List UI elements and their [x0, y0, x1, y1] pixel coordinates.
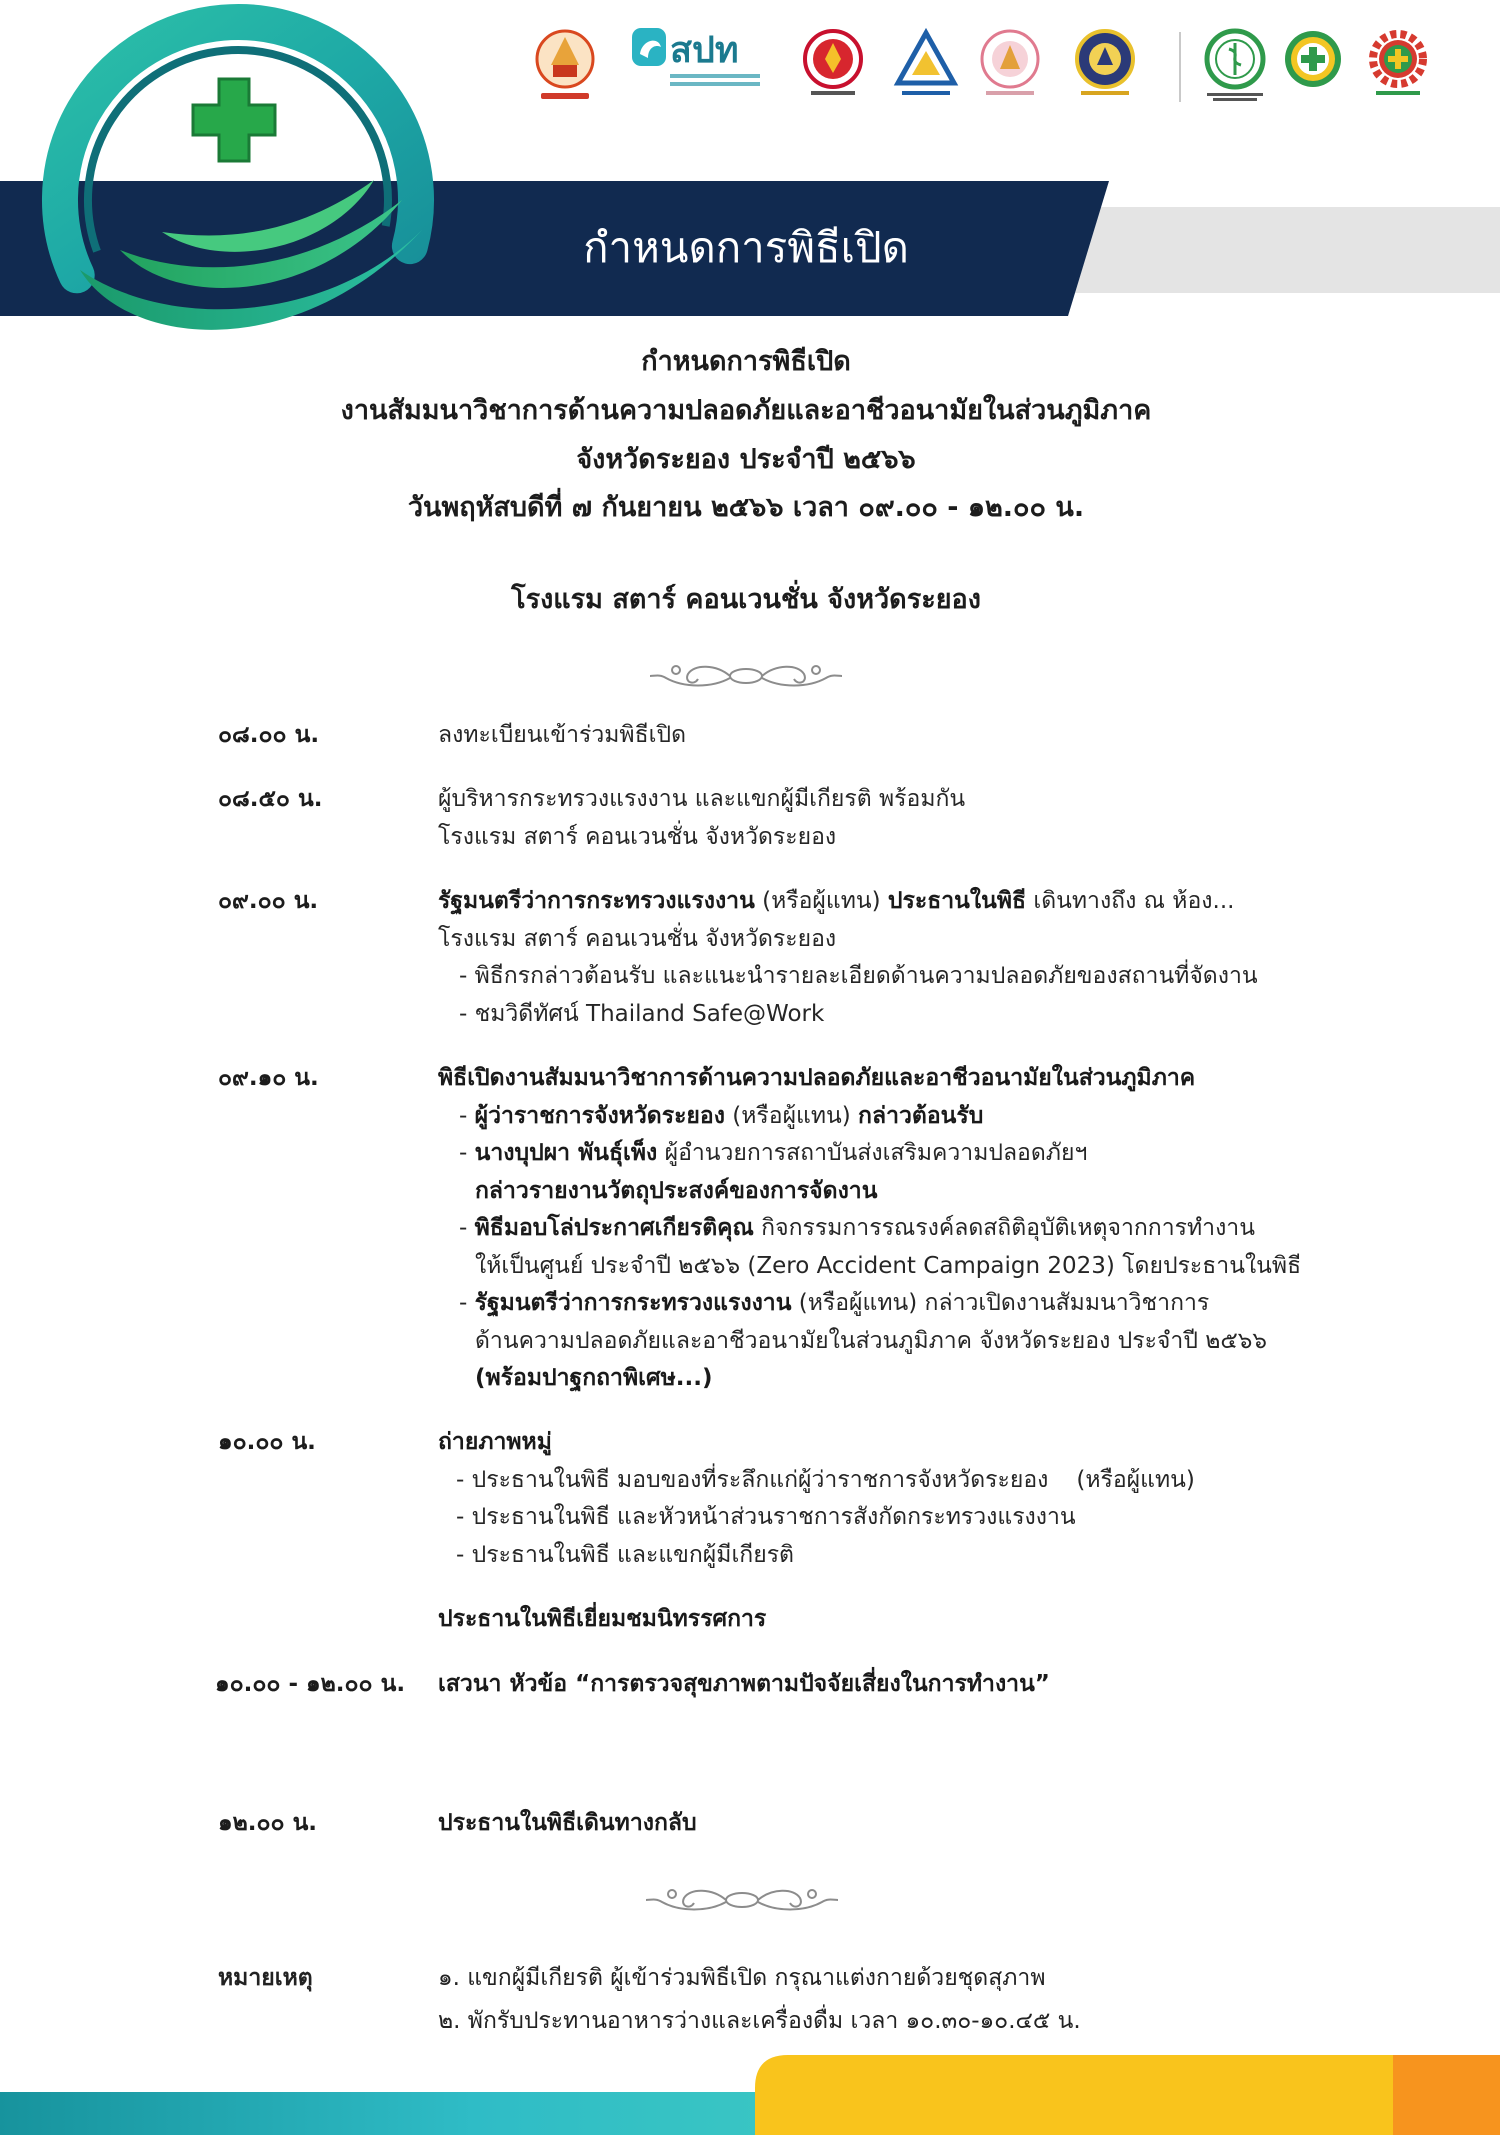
schedule-bullet [438, 1210, 1478, 1248]
schedule-text-bold: รัฐมนตรีว่าการกระทรวงแรงงาน [438, 888, 755, 914]
safety-institute-logo [630, 22, 766, 102]
schedule-line [438, 1060, 1478, 1098]
schedule-text: (หรือผู้แทน) [754, 888, 888, 914]
schedule-time: ๑๐.๐๐ น. [218, 1429, 316, 1455]
schedule-text-bold: พิธีเปิดงานสัมมนาวิชาการด้านความปลอดภัยและอาชีวอนามัยในส่วนภูมิภาค [438, 1065, 1196, 1091]
schedule-text-bold: รัฐมนตรีว่าการกระทรวงแรงงาน [474, 1290, 792, 1316]
footer-band [0, 2040, 1500, 2135]
notes-label: หมายเหตุ [218, 1965, 313, 1991]
triangle-agency-logo [890, 25, 962, 105]
schedule-item-executives [438, 781, 1478, 856]
schedule-line [438, 1666, 1478, 1704]
bullet-dash: - [459, 1102, 475, 1129]
schedule-bullet [438, 996, 1478, 1034]
schedule-text-bold: พิธีมอบโล่ประกาศเกียรติคุณ [474, 1215, 754, 1241]
schedule-time: ๐๘.๕๐ น. [218, 786, 323, 812]
schedule-item-registration [438, 717, 1478, 755]
province-year: จังหวัดระยอง ประจำปี ๒๕๖๖ [576, 444, 916, 475]
schedule-item-group-photo [438, 1424, 1478, 1574]
schedule-text-bold: เสวนา หัวข้อ “การตรวจสุขภาพตามปัจจัยเสี่ยงในการทำงาน” [438, 1671, 1050, 1697]
schedule-continuation [438, 1248, 1478, 1286]
schedule-text: - พิธีกรกล่าวต้อนรับ และแนะนำรายละเอียดด้านความปลอดภัยของสถานที่จัดงาน [459, 963, 1258, 989]
schedule-line [438, 1805, 1478, 1843]
logo-divider [1179, 32, 1181, 102]
footer-teal-strip [0, 2092, 790, 2135]
schedule-bullet [438, 1285, 1478, 1323]
schedule-text: ลงทะเบียนเข้าร่วมพิธีเปิด [438, 722, 687, 748]
schedule-text: (หรือผู้แทน) กล่าวเปิดงานสัมมนาวิชาการ [791, 1290, 1210, 1316]
schedule-text: - ประธานในพิธี และแขกผู้มีเกียรติ [456, 1541, 794, 1568]
ornament-divider [300, 656, 1200, 696]
schedule-text: เดินทางถึง ณ ห้อง... [1026, 888, 1235, 914]
schedule-item-departure [438, 1805, 1478, 1843]
pink-seal-logo [974, 25, 1046, 105]
schedule-line [438, 819, 1478, 857]
document-title: กำหนดการพิธีเปิด [641, 346, 851, 377]
schedule-text: - ประธานในพิธี และหัวหน้าส่วนราชการสังกัดกระทรวงแรงงาน [456, 1504, 1076, 1530]
schedule-item-minister-arrival [438, 883, 1478, 1033]
schedule-text: ด้านความปลอดภัยและอาชีวอนามัยในส่วนภูมิภาค จังหวัดระยอง ประจำปี ๒๕๖๖ [475, 1327, 1268, 1354]
schedule-text-bold: กล่าวรายงานวัตถุประสงค์ของการจัดงาน [475, 1177, 878, 1204]
safety-cross-logo [1277, 25, 1349, 105]
schedule-text: กิจกรรมการรณรงค์ลดสถิติอุบัติเหตุจากการทำงาน [753, 1215, 1255, 1241]
schedule-text-bold: นางบุปผา พันธุ์เพ็ง [474, 1140, 658, 1166]
schedule-bullet [438, 1499, 1478, 1537]
schedule-time: ๑๒.๐๐ น. [218, 1810, 318, 1836]
schedule-item-opening-ceremony [438, 1060, 1478, 1398]
gear-safety-logo [1362, 25, 1434, 105]
schedule-text-bold: ประธานในพิธี [887, 888, 1027, 914]
schedule-item-panel-discussion [438, 1666, 1478, 1704]
schedule-text: ให้เป็นศูนย์ ประจำปี ๒๕๖๖ (Zero Accident Campaign 2023) โดยประธานในพิธี [475, 1252, 1302, 1279]
schedule-text: ผู้บริหารกระทรวงแรงงาน และแขกผู้มีเกียรติ พร้อมกัน [438, 786, 966, 812]
event-name: งานสัมมนาวิชาการด้านความปลอดภัยและอาชีวอนามัยในส่วนภูมิภาค [340, 395, 1152, 426]
schedule-line [438, 781, 1478, 819]
schedule-text-bold: (พร้อมปาฐกถาพิเศษ...) [475, 1365, 713, 1391]
schedule-continuation [438, 1360, 1478, 1398]
schedule-text: โรงแรม สตาร์ คอนเวนชั่น จังหวัดระยอง [438, 823, 837, 850]
schedule-text-bold: กล่าวต้อนรับ [858, 1102, 984, 1129]
schedule-text-bold: ถ่ายภาพหมู่ [438, 1429, 552, 1455]
schedule-item-exhibition [438, 1601, 1478, 1639]
schedule-text: โรงแรม สตาร์ คอนเวนชั่น จังหวัดระยอง [438, 925, 837, 952]
navy-seal-logo [1069, 25, 1141, 105]
schedule-text-bold: ผู้ว่าราชการจังหวัดระยอง [474, 1102, 725, 1129]
note-item: ๑. แขกผู้มีเกียรติ ผู้เข้าร่วมพิธีเปิด กรุณาแต่งกายด้วยชุดสุภาพ [438, 1965, 1046, 1991]
schedule-text: (หรือผู้แทน) [1076, 1466, 1195, 1493]
red-seal-logo [797, 25, 869, 105]
schedule-bullet [438, 1098, 1478, 1136]
schedule-time: ๐๙.๐๐ น. [218, 888, 319, 914]
footer-yellow-shape [755, 2055, 1400, 2135]
bullet-dash: - [459, 1215, 475, 1241]
schedule-time: ๐๙.๑๐ น. [218, 1065, 319, 1091]
notes-list [438, 1957, 1478, 2043]
schedule-bullet [438, 1135, 1478, 1173]
safety-institute-logo-text: สปท [670, 30, 739, 71]
schedule-text: - ประธานในพิธี มอบของที่ระลึกแก่ผู้ว่าราชการจังหวัดระยอง [456, 1466, 1049, 1493]
schedule-time: ๐๘.๐๐ น. [218, 722, 320, 748]
event-venue: โรงแรม สตาร์ คอนเวนชั่น จังหวัดระยอง [511, 584, 981, 615]
green-cross-icon [193, 79, 275, 161]
schedule-text-bold: ประธานในพิธีเดินทางกลับ [438, 1810, 697, 1836]
schedule-line [438, 883, 1478, 921]
schedule-continuation [438, 1173, 1478, 1211]
event-date-time: วันพฤหัสบดีที่ ๗ กันยายน ๒๕๖๖ เวลา ๐๙.๐๐ - ๑๒.๐๐ น. [407, 492, 1085, 523]
schedule-continuation [438, 1323, 1478, 1361]
public-health-logo [1199, 25, 1271, 105]
schedule-text-bold: ประธานในพิธีเยี่ยมชมนิทรรศการ [438, 1606, 767, 1632]
note-item: ๒. พักรับประทานอาหารว่างและเครื่องดื่ม เวลา ๑๐.๓๐-๑๐.๔๕ น. [438, 2008, 1081, 2034]
schedule-text: (หรือผู้แทน) [724, 1102, 859, 1129]
schedule-line [438, 1424, 1478, 1462]
banner-title: กำหนดการพิธีเปิด [583, 223, 909, 272]
bullet-dash: - [459, 1290, 475, 1316]
footer-orange-block [1393, 2055, 1500, 2135]
health-emblem-icon [40, 0, 440, 360]
ornament-divider [296, 1880, 1188, 1920]
schedule-line [438, 717, 1478, 755]
schedule-line [438, 1601, 1478, 1639]
ministry-of-labour-logo [529, 25, 601, 105]
schedule-time: ๑๐.๐๐ - ๑๒.๐๐ น. [215, 1671, 406, 1697]
schedule-text: ผู้อำนวยการสถาบันส่งเสริมความปลอดภัยฯ [657, 1140, 1088, 1166]
bullet-dash: - [459, 1140, 475, 1166]
schedule-text: - ชมวิดีทัศน์ Thailand Safe@Work [459, 1000, 825, 1027]
schedule-line [438, 921, 1478, 959]
schedule-bullet [438, 1537, 1478, 1575]
schedule-bullet [438, 1462, 1478, 1500]
schedule-bullet [438, 958, 1478, 996]
